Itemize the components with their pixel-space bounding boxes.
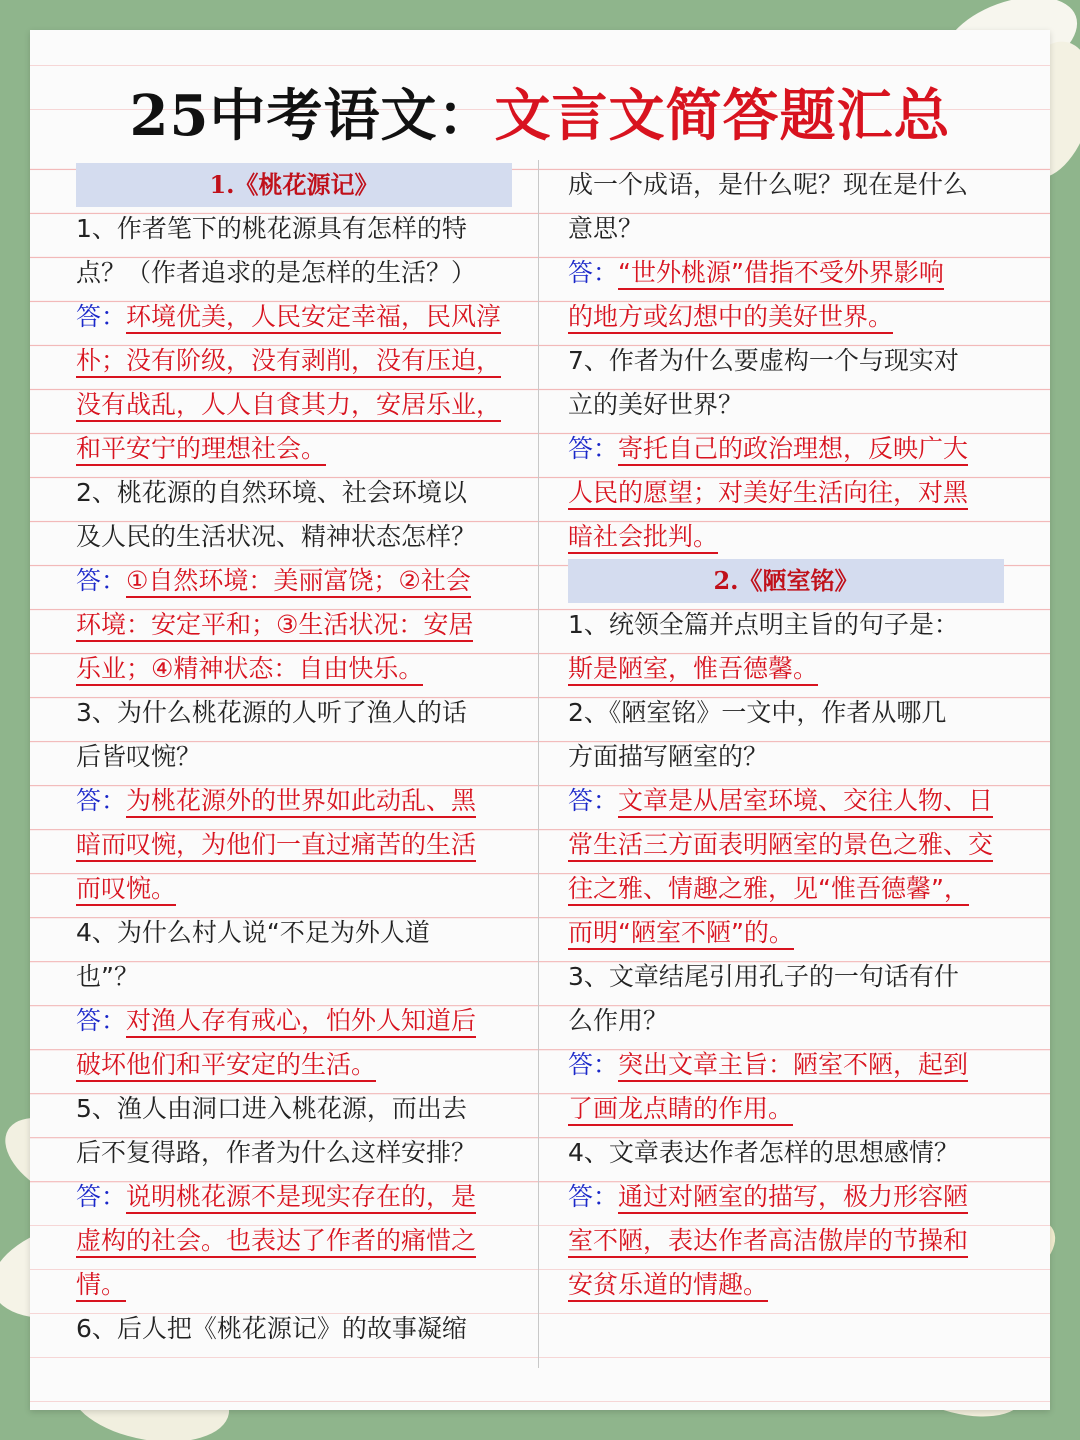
answer-text: 破坏他们和平安定的生活。: [76, 1050, 376, 1082]
question-line: 7、作者为什么要虚构一个与现实对: [568, 346, 959, 375]
answer-line: [76, 867, 512, 911]
column-divider: [538, 160, 539, 1368]
answer-label: 答：: [568, 434, 619, 463]
answer-label: 答：: [76, 786, 127, 815]
answer-line: [76, 647, 512, 691]
answer-text: 往之雅、情趣之雅，见“惟吾德馨”，: [568, 874, 969, 906]
answer-text: 情。: [76, 1270, 126, 1302]
answer-line: [76, 559, 512, 603]
answer-text: 乐业；④精神状态：自由快乐。: [76, 654, 423, 686]
answer-text: 室不陋，表达作者高洁傲岸的节操和: [568, 1226, 968, 1258]
answer-label: 答：: [76, 1006, 127, 1035]
answer-text: 了画龙点睛的作用。: [568, 1094, 793, 1126]
answer-label: 答：: [76, 302, 127, 331]
answer-text: ①自然环境：美丽富饶；②社会: [126, 566, 471, 598]
question-line: 么作用？: [568, 1006, 669, 1035]
question-line: 后不复得路，作者为什么这样安排？: [76, 1138, 477, 1167]
answer-text: 安贫乐道的情趣。: [568, 1270, 768, 1302]
answer-text: 常生活三方面表明陋室的景色之雅、交: [568, 830, 993, 862]
question-line: 1、作者笔下的桃花源具有怎样的特: [76, 214, 467, 243]
answer-line: [76, 339, 512, 383]
answer-line: [568, 251, 1004, 295]
question-line: 4、文章表达作者怎样的思想感情？: [568, 1138, 959, 1167]
answer-text: 和平安宁的理想社会。: [76, 434, 326, 466]
answer-text: 斯是陋室，惟吾德馨。: [568, 654, 818, 686]
answer-line: [568, 1263, 1004, 1307]
answer-text: 的地方或幻想中的美好世界。: [568, 302, 893, 334]
answer-text: 说明桃花源不是现实存在的，是: [126, 1182, 476, 1214]
answer-line: [76, 1175, 512, 1219]
answer-text: 对渔人存有戒心，怕外人知道后: [126, 1006, 476, 1038]
answer-text: 虚构的社会。也表达了作者的痛惜之: [76, 1226, 476, 1258]
answer-text: 人民的愿望；对美好生活向往，对黑: [568, 478, 968, 510]
question-line: 6、后人把《桃花源记》的故事凝缩: [76, 1314, 467, 1343]
answer-line: [568, 779, 1004, 823]
question-line: 3、文章结尾引用孔子的一句话有什: [568, 962, 959, 991]
answer-line: [568, 1175, 1004, 1219]
answer-line: [568, 823, 1004, 867]
answer-line: [76, 823, 512, 867]
answer-label: 答：: [568, 1182, 619, 1211]
answer-text: 暗而叹惋，为他们一直过痛苦的生活: [76, 830, 476, 862]
answer-text: 环境：安定平和；③生活状况：安居: [76, 610, 473, 642]
answer-label: 答：: [568, 786, 619, 815]
title-prefix: 25中考语文：: [129, 83, 495, 149]
answer-line: [76, 603, 512, 647]
answer-text: 暗社会批判。: [568, 522, 718, 554]
question-line: 2、《陋室铭》一文中，作者从哪几: [568, 698, 947, 727]
answer-line: [568, 867, 1004, 911]
page-title: [0, 76, 1080, 156]
answer-label: 答：: [568, 258, 619, 287]
answer-text: 没有战乱，人人自食其力，安居乐业，: [76, 390, 501, 422]
answer-text: 为桃花源外的世界如此动乱、黑: [126, 786, 476, 818]
answer-line: [568, 471, 1004, 515]
answer-line: [76, 427, 512, 471]
question-line: 4、为什么村人说“不足为外人道: [76, 918, 430, 947]
answer-line: [76, 999, 512, 1043]
question-line: 5、渔人由洞口进入桃花源，而出去: [76, 1094, 467, 1123]
question-line: 2、桃花源的自然环境、社会环境以: [76, 478, 467, 507]
section-heading: 2.《陋室铭》: [568, 559, 1004, 603]
answer-line: [76, 1043, 512, 1087]
answer-line: [568, 1219, 1004, 1263]
question-line: 也”？: [76, 962, 139, 991]
answer-text: 文章是从居室环境、交往人物、日: [618, 786, 993, 818]
answer-label: 答：: [76, 1182, 127, 1211]
right-column: [568, 163, 1004, 1307]
question-line: 方面描写陋室的？: [568, 742, 769, 771]
question-line: 1、统领全篇并点明主旨的句子是：: [568, 610, 959, 639]
answer-line: [76, 779, 512, 823]
answer-text: “世外桃源”借指不受外界影响: [618, 258, 944, 290]
answer-text: 通过对陋室的描写，极力形容陋: [618, 1182, 968, 1214]
answer-line: [568, 515, 1004, 559]
answer-line: [568, 295, 1004, 339]
question-line: 成一个成语，是什么呢？现在是什么: [568, 170, 969, 199]
question-line: 后皆叹惋？: [76, 742, 202, 771]
question-line: 3、为什么桃花源的人听了渔人的话: [76, 698, 467, 727]
answer-line: [568, 427, 1004, 471]
question-line: 及人民的生活状况、精神状态怎样？: [76, 522, 477, 551]
answer-line: [568, 1087, 1004, 1131]
section-heading: 1.《桃花源记》: [76, 163, 512, 207]
answer-line: [76, 1219, 512, 1263]
answer-line: [568, 1043, 1004, 1087]
answer-label: 答：: [76, 566, 127, 595]
answer-text: 而叹惋。: [76, 874, 176, 906]
answer-line: [76, 383, 512, 427]
left-column: [76, 163, 512, 1351]
answer-text: 环境优美，人民安定幸福，民风淳: [126, 302, 501, 334]
answer-line: [76, 295, 512, 339]
answer-line: [76, 1263, 512, 1307]
title-main: 文言文简答题汇总: [494, 83, 951, 149]
answer-line: [568, 647, 1004, 691]
answer-text: 而明“陋室不陋”的。: [568, 918, 794, 950]
question-line: 意思？: [568, 214, 644, 243]
question-line: 立的美好世界？: [568, 390, 744, 419]
answer-text: 寄托自己的政治理想，反映广大: [618, 434, 968, 466]
answer-text: 朴；没有阶级，没有剥削，没有压迫，: [76, 346, 501, 378]
answer-label: 答：: [568, 1050, 619, 1079]
answer-line: [568, 911, 1004, 955]
answer-text: 突出文章主旨：陋室不陋，起到: [618, 1050, 968, 1082]
question-line: 点？（作者追求的是怎样的生活？）: [76, 258, 477, 287]
